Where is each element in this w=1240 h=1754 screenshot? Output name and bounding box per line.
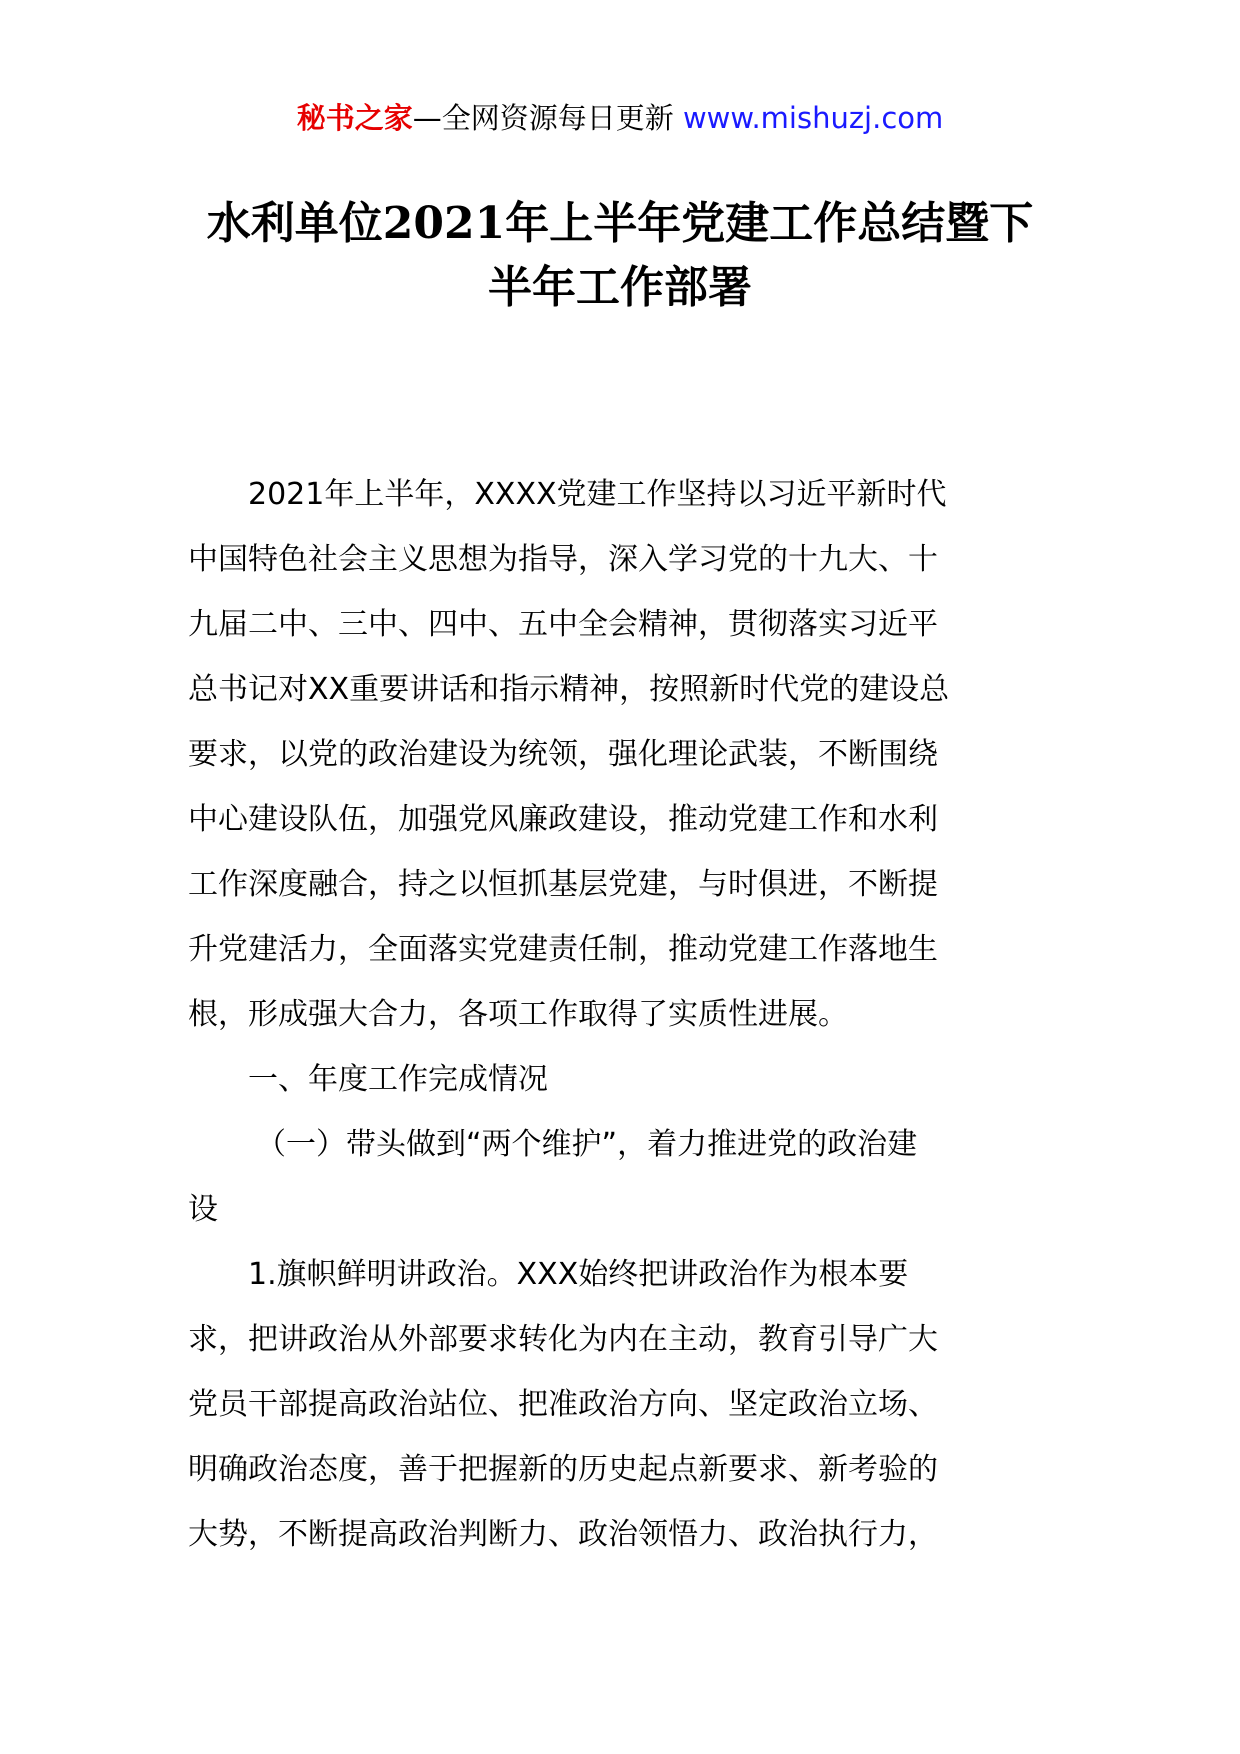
subsection-heading: （一）带头做到“两个维护”，着力推进党的政治建 [256,1127,918,1162]
title-line-1: 水利单位2021年上半年党建工作总结暨下 [206,198,1034,249]
site-url-link[interactable]: www.mishuzj.com [682,101,944,135]
paragraph-line: 工作深度融合，持之以恒抓基层党建，与时俱进，不断提 [188,867,938,902]
paragraph-line: 2021年上半年，XXXX党建工作坚持以习近平新时代 [248,477,947,512]
paragraph-line: 根，形成强大合力，各项工作取得了实质性进展。 [188,997,848,1032]
paragraph-line: 中心建设队伍，加强党风廉政建设，推动党建工作和水利 [188,802,938,837]
brand-name: 秘书之家 [296,101,413,135]
paragraph-line: 1.旗帜鲜明讲政治。XXX始终把讲政治作为根本要 [248,1257,909,1292]
subsection-heading-cont: 设 [188,1192,218,1227]
document-title [150,192,1090,320]
header-tagline: —全网资源每日更新 [412,101,674,135]
paragraph-line: 中国特色社会主义思想为指导，深入学习党的十九大、十 [188,542,938,577]
site-header [0,98,1240,138]
paragraph-line: 总书记对XX重要讲话和指示精神，按照新时代党的建设总 [188,672,950,707]
title-line-2: 半年工作部署 [488,262,752,313]
paragraph-line: 要求，以党的政治建设为统领，强化理论武装，不断围绕 [188,737,938,772]
paragraph-line: 升党建活力，全面落实党建责任制，推动党建工作落地生 [188,932,938,967]
section-heading: 一、年度工作完成情况 [248,1062,548,1097]
document-body [188,462,1056,1567]
paragraph-line: 大势，不断提高政治判断力、政治领悟力、政治执行力， [188,1517,938,1552]
paragraph-line: 明确政治态度，善于把握新的历史起点新要求、新考验的 [188,1452,938,1487]
paragraph-line: 九届二中、三中、四中、五中全会精神，贯彻落实习近平 [188,607,938,642]
paragraph-line: 求，把讲政治从外部要求转化为内在主动，教育引导广大 [188,1322,938,1357]
paragraph-line: 党员干部提高政治站位、把准政治方向、坚定政治立场、 [188,1387,938,1422]
